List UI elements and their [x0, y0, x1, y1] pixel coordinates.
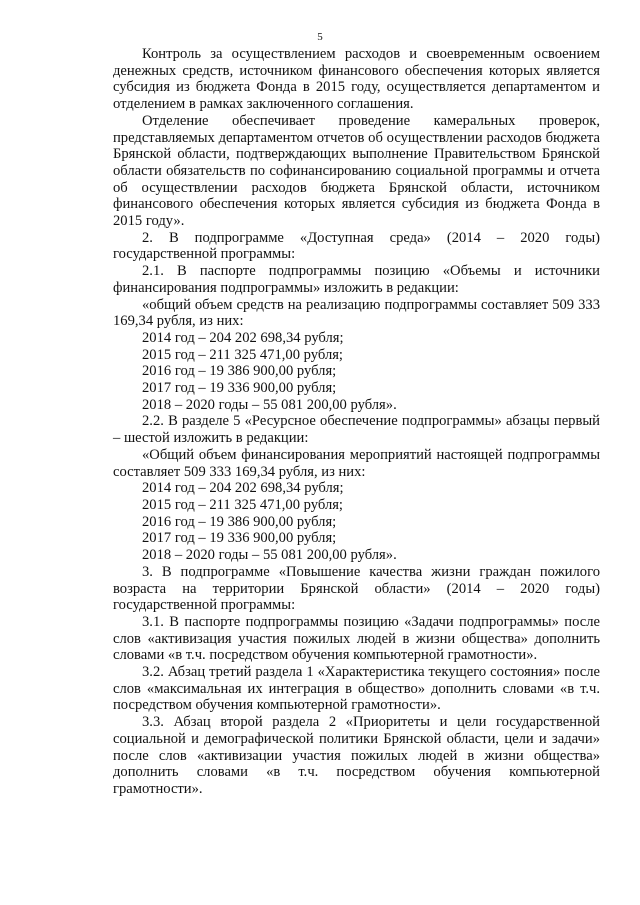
- paragraph-inspections: Отделение обеспечивает проведение камеральных проверок, представляемых департаментом отчетов об осуществлении расходов бюджета Брянской области, подтверждающих выполнение Правительством Брянской области обязательств по софинансированию социальной программы и отчета об осуществлении расходов бюджета Брянской области, источником финансового обеспечения которых является субсидия из бюджета Фонда в 2015 году».: [113, 112, 600, 230]
- funding-line-2014: 2014 год – 204 202 698,34 рубля;: [142, 329, 344, 346]
- page-number: 5: [317, 31, 323, 43]
- financing-line-2018-2020: 2018 – 2020 годы – 55 081 200,00 рубля».: [142, 547, 397, 564]
- funding-line-2016: 2016 год – 19 386 900,00 рубля;: [142, 363, 337, 380]
- paragraph-item-2-2: 2.2. В разделе 5 «Ресурсное обеспечение подпрограммы» абзацы первый – шестой изложить в редакции:: [113, 413, 600, 447]
- paragraph-total-volume: «общий объем средств на реализацию подпрограммы составляет 509 333 169,34 рубля, из них:: [113, 296, 600, 330]
- financing-line-2014: 2014 год – 204 202 698,34 рубля;: [142, 480, 344, 497]
- funding-line-2017: 2017 год – 19 336 900,00 рубля;: [142, 380, 337, 397]
- paragraph-item-3-2: 3.2. Абзац третий раздела 1 «Характеристика текущего состояния» после слов «максимальная их интеграция в общество» дополнить словами «в т.ч. посредством обучения компьютерной грамотности».: [113, 664, 600, 714]
- paragraph-item-2: 2. В подпрограмме «Доступная среда» (2014 – 2020 годы) государственной программы:: [113, 229, 600, 263]
- paragraph-item-3: 3. В подпрограмме «Повышение качества жизни граждан пожилого возраста на территории Брянской области» (2014 – 2020 годы) государственной программы:: [113, 563, 600, 614]
- paragraph-control: Контроль за осуществлением расходов и своевременным освоением денежных средств, источником финансового обеспечения которых является субсидия из бюджета Фонда в 2015 году, осуществляется департаментом и отделением в рамках заключенного соглашения.: [113, 46, 600, 113]
- financing-line-2016: 2016 год – 19 386 900,00 рубля;: [142, 513, 337, 530]
- funding-line-2018-2020: 2018 – 2020 годы – 55 081 200,00 рубля».: [142, 396, 397, 413]
- financing-line-2017: 2017 год – 19 336 900,00 рубля;: [142, 530, 337, 547]
- paragraph-item-3-1: 3.1. В паспорте подпрограммы позицию «Задачи подпрограммы» после слов «активизация участия пожилых людей в жизни общества» дополнить словами «в т.ч. посредством обучения компьютерной грамотности».: [113, 613, 600, 664]
- paragraph-total-financing: «Общий объем финансирования мероприятий настоящей подпрограммы составляет 509 333 169,34 рубля, из них:: [113, 446, 600, 480]
- financing-line-2015: 2015 год – 211 325 471,00 рубля;: [142, 496, 343, 513]
- funding-line-2015: 2015 год – 211 325 471,00 рубля;: [142, 346, 343, 363]
- paragraph-item-3-3: 3.3. Абзац второй раздела 2 «Приоритеты и цели государственной социальной и демографической политики Брянской области, цели и задачи» после слов «активизации участия пожилых людей в жизни общества» дополнить словами «в т.ч. посредством обучения компьютерной грамотности».: [113, 714, 600, 797]
- document-body: [113, 46, 600, 798]
- paragraph-item-2-1: 2.1. В паспорте подпрограммы позицию «Объемы и источники финансирования подпрограммы» изложить в редакции:: [113, 263, 600, 296]
